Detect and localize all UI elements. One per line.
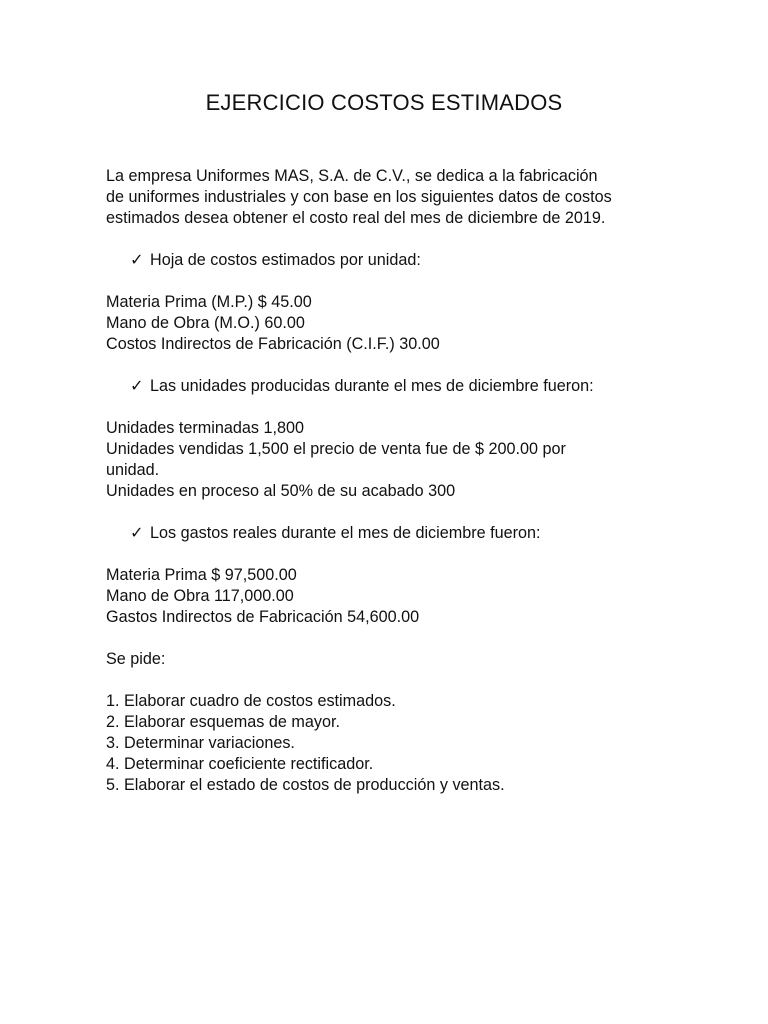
estimated-cost-line: Costos Indirectos de Fabricación (C.I.F.) 30.00: [106, 335, 440, 353]
estimated-cost-line: Mano de Obra (M.O.) 60.00: [106, 314, 305, 332]
estimated-costs-list: [106, 292, 666, 355]
document-title: EJERCICIO COSTOS ESTIMADOS: [205, 90, 563, 115]
task-item: 2. Elaborar esquemas de mayor.: [106, 713, 340, 731]
task-item: 1. Elaborar cuadro de costos estimados.: [106, 692, 396, 710]
task-item: 5. Elaborar el estado de costos de producción y ventas.: [106, 776, 505, 794]
task-item: 4. Determinar coeficiente rectificador.: [106, 755, 374, 773]
section1-heading: [130, 250, 666, 271]
actual-cost-line: Mano de Obra 117,000.00: [106, 587, 294, 605]
actual-cost-line: Materia Prima $ 97,500.00: [106, 566, 297, 584]
intro-paragraph: [106, 166, 666, 229]
se-pide-label: Se pide:: [106, 650, 166, 668]
task-item: 3. Determinar variaciones.: [106, 734, 295, 752]
units-line: Unidades terminadas 1,800: [106, 419, 304, 437]
units-produced-list: [106, 418, 666, 502]
estimated-cost-line: Materia Prima (M.P.) $ 45.00: [106, 293, 312, 311]
actual-cost-line: Gastos Indirectos de Fabricación 54,600.00: [106, 608, 420, 626]
section2-heading: [130, 376, 666, 397]
units-line: Unidades vendidas 1,500 el precio de venta fue de $ 200.00 por: [106, 440, 566, 458]
intro-line: La empresa Uniformes MAS, S.A. de C.V., se dedica a la fabricación: [106, 167, 598, 185]
intro-line: de uniformes industriales y con base en los siguientes datos de costos: [106, 188, 612, 206]
section3-heading: [130, 523, 666, 544]
section2-heading-text: Las unidades producidas durante el mes de diciembre fueron:: [150, 377, 594, 395]
section1-heading-text: Hoja de costos estimados por unidad:: [150, 251, 421, 269]
checkmark-icon: ✓: [130, 251, 144, 269]
intro-line: estimados desea obtener el costo real del mes de diciembre de 2019.: [106, 209, 606, 227]
actual-costs-list: [106, 565, 666, 628]
checkmark-icon: ✓: [130, 524, 144, 542]
checkmark-icon: ✓: [130, 377, 144, 395]
units-line: unidad.: [106, 461, 160, 479]
task-list: [106, 691, 666, 796]
units-line: Unidades en proceso al 50% de su acabado 300: [106, 482, 456, 500]
document-body: [106, 166, 666, 796]
section3-heading-text: Los gastos reales durante el mes de diciembre fueron:: [150, 524, 541, 542]
